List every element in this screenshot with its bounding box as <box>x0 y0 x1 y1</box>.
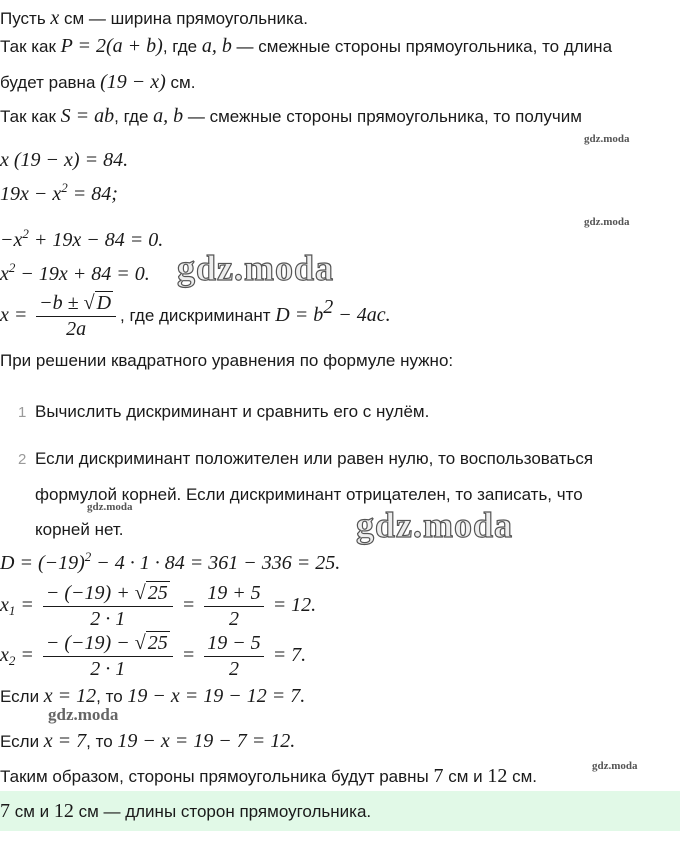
math: D = (−19) <box>0 552 85 574</box>
discriminant-line <box>0 551 340 575</box>
text: Так как <box>0 107 61 126</box>
fraction <box>43 582 173 631</box>
radicand: 25 <box>147 632 168 654</box>
math: D = b <box>275 303 324 326</box>
text: будет равна <box>0 73 101 92</box>
math: − 19x + 84 = 0. <box>15 263 150 285</box>
text-line-3 <box>0 70 195 94</box>
text: , то <box>96 687 128 706</box>
exponent: 2 <box>8 260 16 275</box>
watermark-small: gdz.moda <box>584 216 630 228</box>
root-x1-line <box>0 582 316 631</box>
math-formula: P = 2(a + b) <box>60 35 163 57</box>
watermark-small: gdz.moda <box>592 760 638 772</box>
denominator: 2 <box>228 608 239 630</box>
case-line-2 <box>0 729 295 753</box>
text-line-1 <box>0 6 308 30</box>
math: = <box>15 594 34 617</box>
equation-3 <box>0 228 163 252</box>
denominator: 2 <box>228 658 239 680</box>
watermark-small: gdz.moda <box>584 133 630 145</box>
subscript: 2 <box>8 653 16 669</box>
watermark-medium: gdz.moda <box>48 705 119 724</box>
math: x <box>0 263 9 285</box>
fraction <box>204 632 264 681</box>
watermark-large: gdz.moda <box>356 505 514 545</box>
text: см — длины сторон прямоугольника. <box>73 802 372 821</box>
watermark-large: gdz.moda <box>177 248 335 288</box>
math: 12 <box>53 800 74 822</box>
math: = <box>181 644 196 667</box>
root-x2-line <box>0 632 306 681</box>
text: , где <box>114 107 154 126</box>
list-number: 2 <box>18 451 27 468</box>
text: Если <box>0 732 44 751</box>
equation-5 <box>0 292 391 341</box>
math: 7 <box>0 800 10 822</box>
radicand: D <box>96 292 112 314</box>
exponent: 2 <box>22 226 29 241</box>
equation-4 <box>0 262 150 286</box>
text: Таким образом, стороны прямоугольника будут равны <box>0 767 434 786</box>
text: см и <box>10 802 54 821</box>
numerator: 19 + 5 <box>204 582 264 607</box>
denominator: 2 · 1 <box>90 658 126 680</box>
text: см — ширина прямоугольника. <box>59 9 308 28</box>
math-var: a, b <box>201 35 232 57</box>
math: − 4 · 1 · 84 = 361 − 336 = 25. <box>91 552 341 574</box>
text: , то <box>86 732 118 751</box>
math: 7 <box>433 765 444 787</box>
text: см. <box>165 73 196 92</box>
numerator: − (−19) − √ 25 <box>43 632 173 657</box>
math: 19 − x = 19 − 12 = 7. <box>127 685 306 707</box>
math: x <box>0 594 9 617</box>
math: − 4ac. <box>333 303 391 326</box>
math: 12 <box>487 765 508 787</box>
numerator: −b ± √ D <box>36 292 116 317</box>
equation-2 <box>0 182 118 206</box>
exponent: 2 <box>84 549 92 564</box>
math: x <box>0 644 9 667</box>
math-expr: (19 − x) <box>100 71 166 93</box>
denominator: 2a <box>66 318 87 340</box>
text: , где дискриминант <box>120 305 276 325</box>
math-var: x <box>50 7 60 29</box>
math: x = 7 <box>43 730 87 752</box>
math: −b ± <box>39 292 84 314</box>
rule-intro: При решении квадратного уравнения по формуле нужно: <box>0 351 454 370</box>
denominator: 2 · 1 <box>90 608 126 630</box>
text: — смежные стороны прямоугольника, то длина <box>231 37 613 56</box>
text-line-4 <box>0 104 582 128</box>
text: см. <box>507 767 537 786</box>
numerator: − (−19) + √ 25 <box>43 582 173 607</box>
math-var: a, b <box>153 105 184 127</box>
case-line-1 <box>0 684 305 708</box>
exponent: 2 <box>61 180 68 195</box>
math: = <box>15 644 34 667</box>
list-item-1: Вычислить дискриминант и сравнить его с нулём. <box>35 402 430 421</box>
math: x = 12 <box>43 685 97 707</box>
math: −x <box>0 229 23 251</box>
watermark-small: gdz.moda <box>87 501 133 513</box>
math: − (−19) + <box>45 582 135 604</box>
math: 19 − x = 19 − 7 = 12. <box>117 730 296 752</box>
math: = 7. <box>272 644 307 667</box>
fraction <box>43 632 173 681</box>
math: − (−19) − <box>45 632 135 654</box>
list-item-2-line-3: корней нет. <box>35 520 124 539</box>
text: — смежные стороны прямоугольника, то получим <box>183 107 582 126</box>
numerator: 19 − 5 <box>204 632 264 657</box>
text: , где <box>162 37 202 56</box>
text: Если <box>0 687 44 706</box>
list-number: 1 <box>18 404 27 421</box>
text-line-2 <box>0 34 612 58</box>
text: Так как <box>0 37 61 56</box>
math: 19x − x <box>0 183 62 205</box>
text: см и <box>443 767 488 786</box>
math: = 84; <box>67 183 118 205</box>
radicand: 25 <box>147 582 168 604</box>
equation-1: x (19 − x) = 84. <box>0 149 129 171</box>
text: Пусть <box>0 9 51 28</box>
math: + 19x − 84 = 0. <box>28 229 164 251</box>
list-item-2-line-1: Если дискриминант положителен или равен нулю, то воспользоваться <box>35 449 594 468</box>
list-item-2-line-2: формулой корней. Если дискриминант отрицателен, то записать, что <box>35 485 583 504</box>
fraction <box>36 292 116 341</box>
math: = <box>181 594 196 617</box>
fraction <box>204 582 264 631</box>
math-formula: S = ab <box>60 105 115 127</box>
subscript: 1 <box>8 603 16 619</box>
answer-box <box>0 791 680 831</box>
math: x = <box>0 303 28 326</box>
conclusion-line <box>0 764 537 788</box>
exponent: 2 <box>323 295 334 318</box>
math: = 12. <box>272 594 317 617</box>
